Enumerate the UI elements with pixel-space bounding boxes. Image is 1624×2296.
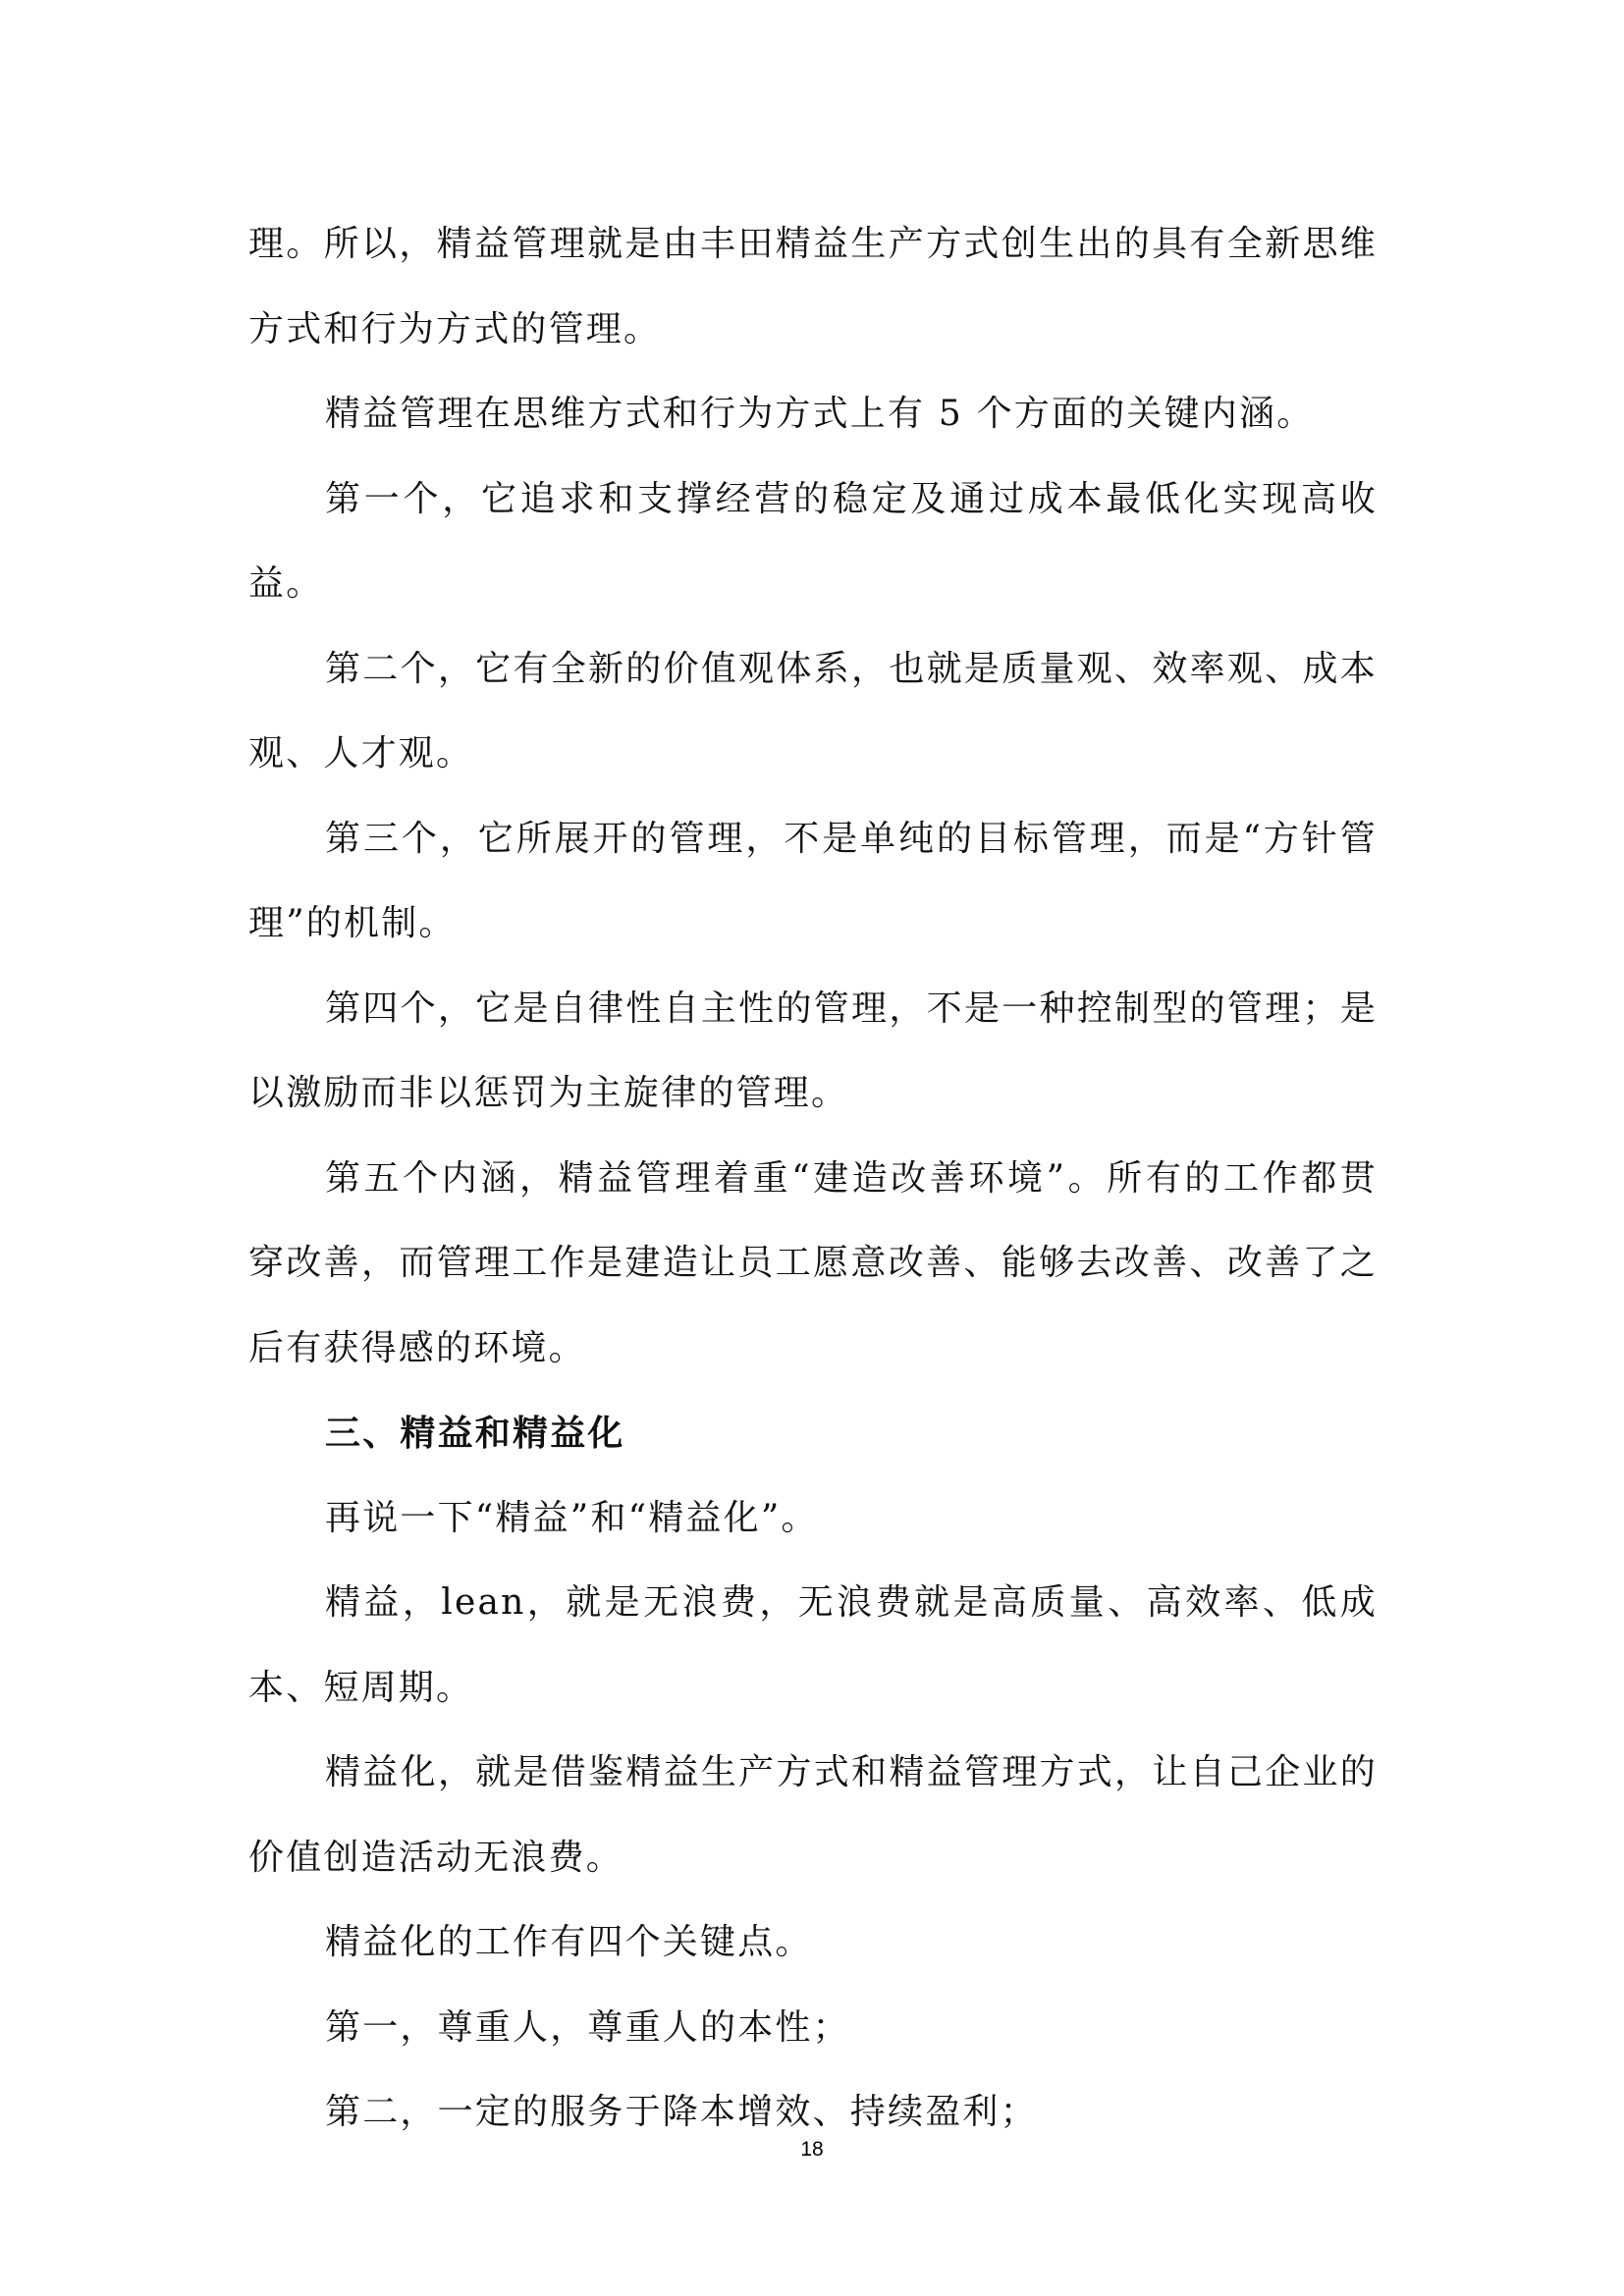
paragraph-leanization-definition: 精益化，就是借鉴精益生产方式和精益管理方式，让自己企业的价值创造活动无浪费。 — [248, 1752, 1378, 1878]
paragraph-aspect-1: 第一个，它追求和支撑经营的稳定及通过成本最低化实现高收益。 — [248, 478, 1378, 604]
paragraph-key-point-1: 第一，尊重人，尊重人的本性； — [325, 2006, 850, 2048]
section-heading: 三、精益和精益化 — [325, 1413, 625, 1454]
paragraph-lean-definition: 精益，lean，就是无浪费，无浪费就是高质量、高效率、低成本、短周期。 — [248, 1582, 1378, 1708]
paragraph-aspect-3: 第三个，它所展开的管理，不是单纯的目标管理，而是“方针管理”的机制。 — [248, 818, 1378, 943]
paragraph-aspect-5: 第五个内涵，精益管理着重“建造改善环境”。所有的工作都贯穿改善，而管理工作是建造让员工愿意改善、能够去改善、改善了之后有获得感的环境。 — [248, 1157, 1378, 1368]
paragraph-lean-intro: 再说一下“精益”和“精益化”。 — [325, 1497, 819, 1538]
paragraph-aspect-4: 第四个，它是自律性自主性的管理，不是一种控制型的管理；是以激励而非以惩罚为主旋律的管理。 — [248, 988, 1378, 1113]
paragraph-key-point-2: 第二，一定的服务于降本增效、持续盈利； — [325, 2092, 1038, 2132]
paragraph-continuation: 理。所以，精益管理就是由丰田精益生产方式创生出的具有全新思维方式和行为方式的管理。 — [248, 224, 1378, 349]
paragraph-aspect-2: 第二个，它有全新的价值观体系，也就是质量观、效率观、成本观、人才观。 — [248, 648, 1378, 774]
paragraph-key-points-intro: 精益化的工作有四个关键点。 — [325, 1922, 813, 1962]
page-body — [248, 202, 1378, 2156]
page-number: 18 — [800, 2138, 824, 2161]
paragraph-five-aspects-intro: 精益管理在思维方式和行为方式上有 5 个方面的关键内涵。 — [325, 394, 1315, 434]
